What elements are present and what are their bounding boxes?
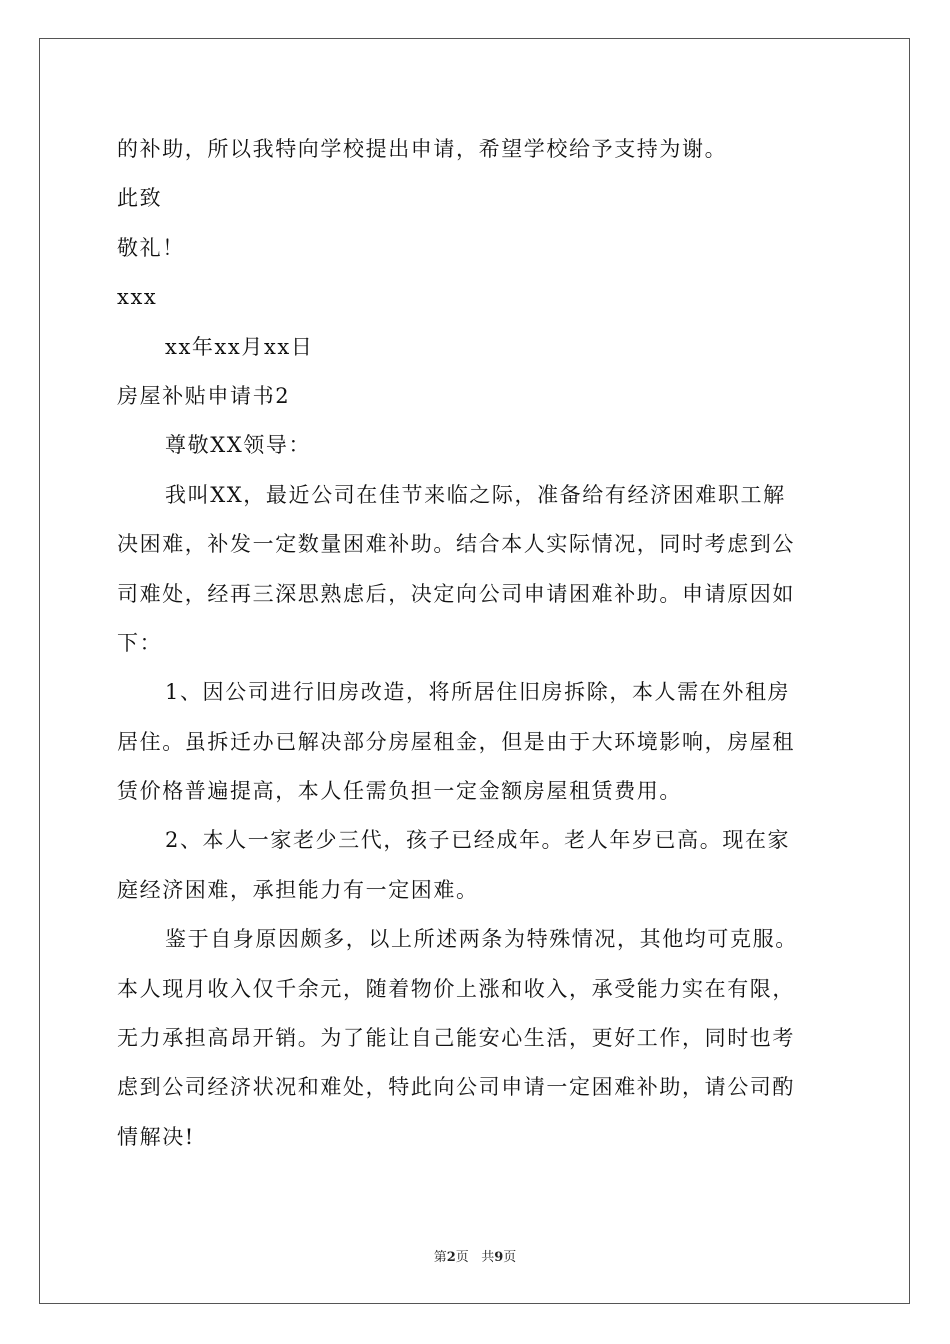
footer-prefix: 第 [433,1250,447,1265]
date-line: xx年xx月xx日 [165,334,314,359]
text-line: 1、因公司进行旧房改造，将所居住旧房拆除，本人需在外租房 [165,680,791,705]
text-line: 本人现月收入仅千余元，随着物价上涨和收入，承受能力实在有限， [117,976,795,1001]
text-line: 赁价格普遍提高，本人任需负担一定金额房屋租赁费用。 [117,779,682,804]
text-line: 2、本人一家老少三代，孩子已经成年。老人年岁已高。现在家 [165,828,791,853]
text-line: 的补助，所以我特向学校提出申请，希望学校给予支持为谢。 [117,137,728,161]
text-line: 决困难，补发一定数量困难补助。结合本人实际情况，同时考虑到公 [117,532,795,557]
text-line: 情解决! [117,1124,195,1149]
footer-total-suffix: 页 [503,1250,517,1265]
text-line: 鉴于自身原因颇多，以上所述两条为特殊情况，其他均可克服。 [165,927,798,952]
text-line: 我叫XX，最近公司在佳节来临之际，准备给有经济困难职工解 [165,482,786,507]
footer-total-prefix: 共 [481,1250,495,1265]
current-page-number: 2 [446,1250,456,1265]
salutation: 尊敬XX领导： [165,433,312,458]
text-line: 居住。虽拆迁办已解决部分房屋租金，但是由于大环境影响，房屋租 [117,729,795,754]
text-line: 司难处，经再三深思熟虑后，决定向公司申请困难补助。申请原因如 [117,581,795,606]
text-line: 此致 [117,186,163,211]
text-line: xxx [117,285,158,310]
section-title: 房屋补贴申请书2 [117,383,291,408]
text-line: 下： [117,630,163,655]
text-line: 无力承担高昂开销。为了能让自己能安心生活，更好工作，同时也考 [117,1026,795,1051]
document-body [117,125,837,1162]
text-line: 虑到公司经济状况和难处，特此向公司申请一定困难补助，请公司酌 [117,1075,795,1100]
page-footer [0,1246,950,1265]
footer-page-word: 页 [455,1250,469,1265]
text-line: 敬礼！ [117,235,185,260]
text-line: 庭经济困难，承担能力有一定困难。 [117,877,479,902]
total-page-count: 9 [494,1250,504,1265]
